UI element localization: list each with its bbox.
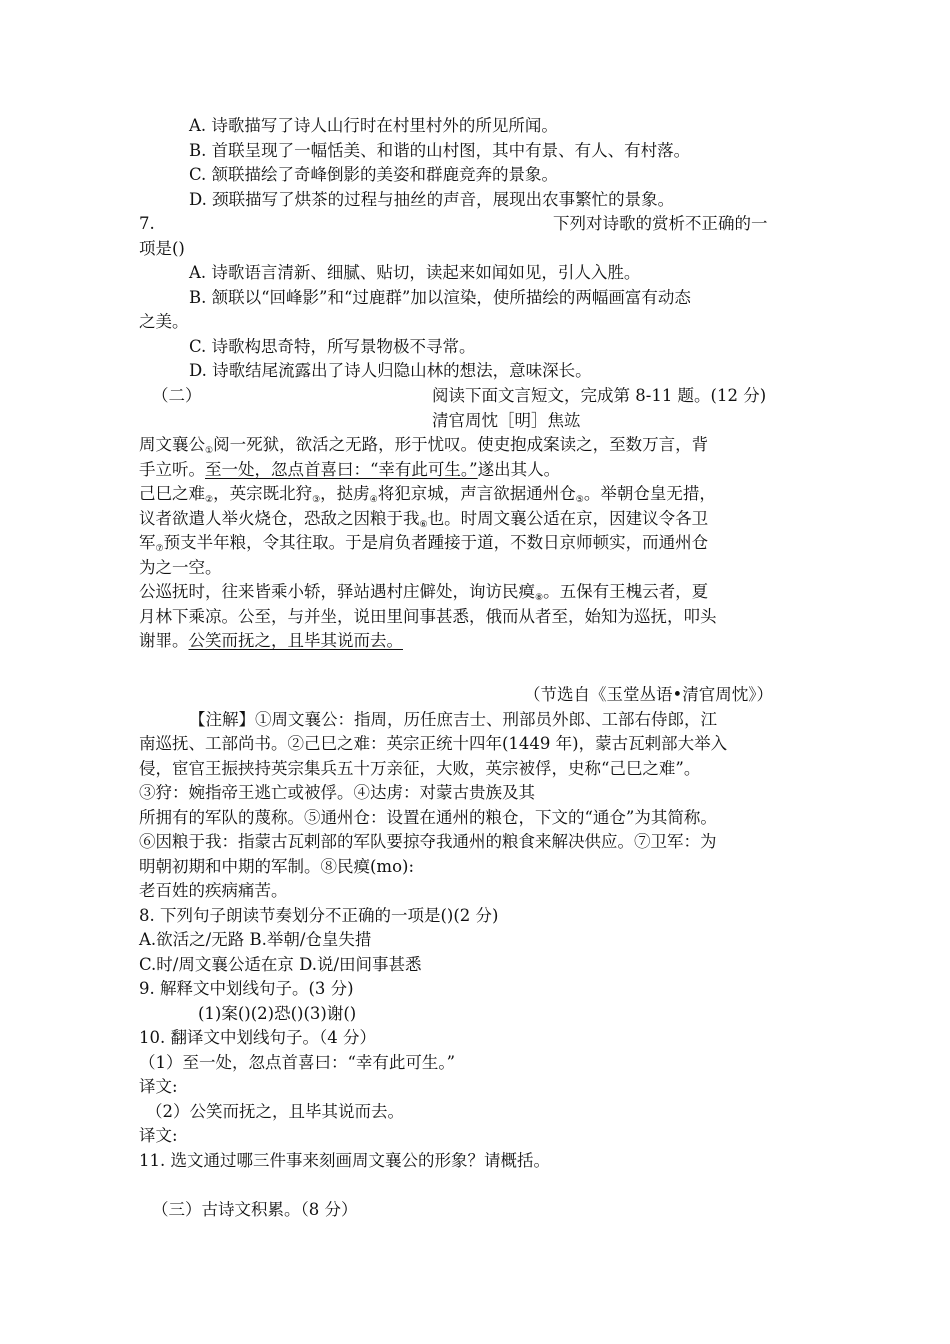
q6-option-b: B. 首联呈现了一幅恬美、和谐的山村图，其中有景、有人、有村落。 [189, 141, 691, 160]
passage-p3-line1: 公巡抚时，往来皆乘小轿，驿站遇村庄僻处，询访民瘼$_⑧$。五保有王槐云者，夏 [139, 582, 709, 603]
notes-line6: ⑥因粮于我：指蒙古瓦剌部的军队要掠夺我通州的粮食来解决供应。⑦卫军：为 [139, 832, 717, 851]
q7-number: 7. [139, 214, 155, 233]
q11-stem: 11. 选文通过哪三件事来刻画周文襄公的形象？请概括。 [139, 1151, 550, 1170]
passage-title: 清官周忱［明］焦竑 [432, 411, 581, 430]
notes-line2: 南巡抚、工部尚书。②己巳之难：英宗正统十四年(1449 年)，蒙古瓦剌部大举入 [139, 734, 728, 753]
notes-line3: 侵，宦官王振挟持英宗集兵五十万亲征，大败，英宗被俘，史称“己巳之难”。 [139, 759, 701, 778]
q7-stem: 下列对诗歌的赏析不正确的一 [553, 214, 768, 233]
section3-label: （三）古诗文积累。（8 分） [152, 1200, 358, 1219]
q10-stem: 10. 翻译文中划线句子。（4 分） [139, 1028, 376, 1047]
q6-option-c: C. 颔联描绘了奇峰倒影的美姿和群鹿竞奔的景象。 [189, 165, 559, 184]
passage-p2-line1: 己巳之难$_②$，英宗既北狩$_③$，挞虏$_④$将犯京城，声言欲据通州仓$_⑤$。举朝仓皇无措， [139, 484, 716, 505]
q7-stem-cont: 项是() [139, 239, 185, 258]
underlined-sentence-1: 至一处，忽点首喜曰：“幸有此可生。” [205, 460, 478, 479]
q7-option-b: B. 颔联以“回峰影”和“过鹿群”加以渲染，使所描绘的两幅画富有动态 [189, 288, 691, 307]
q7-option-a: A. 诗歌语言清新、细腻、贴切，读起来如闻如见，引人入胜。 [189, 263, 641, 282]
passage-p3-line2: 月林下乘凉。公至，与并坐，说田里间事甚悉，俄而从者至，始知为巡抚，叩头 [139, 607, 717, 626]
notes-line4: ③狩：婉指帝王逃亡或被俘。④达虏：对蒙古贵族及其 [139, 783, 535, 802]
q7-option-c: C. 诗歌构思奇特，所写景物极不寻常。 [189, 337, 476, 356]
q10-sentence-2: （2）公笑而抚之，且毕其说而去。 [146, 1102, 404, 1121]
notes-line7: 明朝初期和中期的军制。⑧民瘼(mo): [139, 857, 415, 876]
underlined-sentence-2: 公笑而抚之，且毕其说而去。 [188, 631, 403, 650]
passage-p2-line4: 为之一空。 [139, 558, 222, 577]
q7-option-d: D. 诗歌结尾流露出了诗人归隐山林的想法，意味深长。 [189, 361, 592, 380]
q6-option-a: A. 诗歌描写了诗人山行时在村里村外的所见所闻。 [189, 116, 558, 135]
note-marker: ① [205, 446, 214, 456]
notes-line5: 所拥有的军队的蔑称。⑤通州仓：设置在通州的粮仓，下文的“通仓”为其简称。 [139, 808, 717, 827]
q8-stem: 8. 下列句子朗读节奏划分不正确的一项是()(2 分) [139, 906, 499, 925]
passage-p1-line1: 周文襄公$_①$阅一死狱，欲活之无路，形于忧叹。使吏抱成案读之，至数万言，背 [139, 435, 709, 456]
passage-p1-line2: 手立听。至一处，忽点首喜曰：“幸有此可生。”遂出其人。 [139, 460, 561, 479]
section2-label: （二） [152, 386, 202, 405]
q8-options-cd: C.时/周文襄公适在京 D.说/田间事甚悉 [139, 955, 422, 974]
passage-source: （节选自《玉堂丛语•清官周忱》） [524, 685, 773, 704]
q10-translation-label-2: 译文: [139, 1126, 178, 1145]
q9-items: (1)案()(2)恐()(3)谢() [198, 1004, 357, 1023]
passage-p2-line2: 议者欲遣人举火烧仓，恐敌之因粮于我$_⑥$也。时周文襄公适在京，因建议令各卫 [139, 509, 709, 530]
notes-line1: 【注解】①周文襄公：指周，历任庶吉士、刑部员外郎、工部右侍郎，江 [189, 710, 717, 729]
passage-p2-line3: 军$_⑦$预支半年粮，令其往取。于是肩负者踵接于道，不数日京师顿实，而通州仓 [139, 533, 709, 554]
section2-instruction: 阅读下面文言短文，完成第 8-11 题。(12 分) [432, 386, 767, 405]
q8-options-ab: A.欲活之/无路 B.举朝/仓皇失措 [139, 930, 372, 949]
passage-p3-line3: 谢罪。公笑而抚之，且毕其说而去。 [139, 631, 403, 650]
notes-line8: 老百姓的疾病痛苦。 [139, 881, 288, 900]
q7-option-b-cont: 之美。 [139, 312, 189, 331]
q9-stem: 9. 解释文中划线句子。(3 分) [139, 979, 354, 998]
q10-translation-label-1: 译文: [139, 1077, 178, 1096]
q10-sentence-1: （1）至一处，忽点首喜曰：“幸有此可生。” [139, 1053, 456, 1072]
q6-option-d: D. 颈联描写了烘茶的过程与抽丝的声音，展现出农事繁忙的景象。 [189, 190, 675, 209]
